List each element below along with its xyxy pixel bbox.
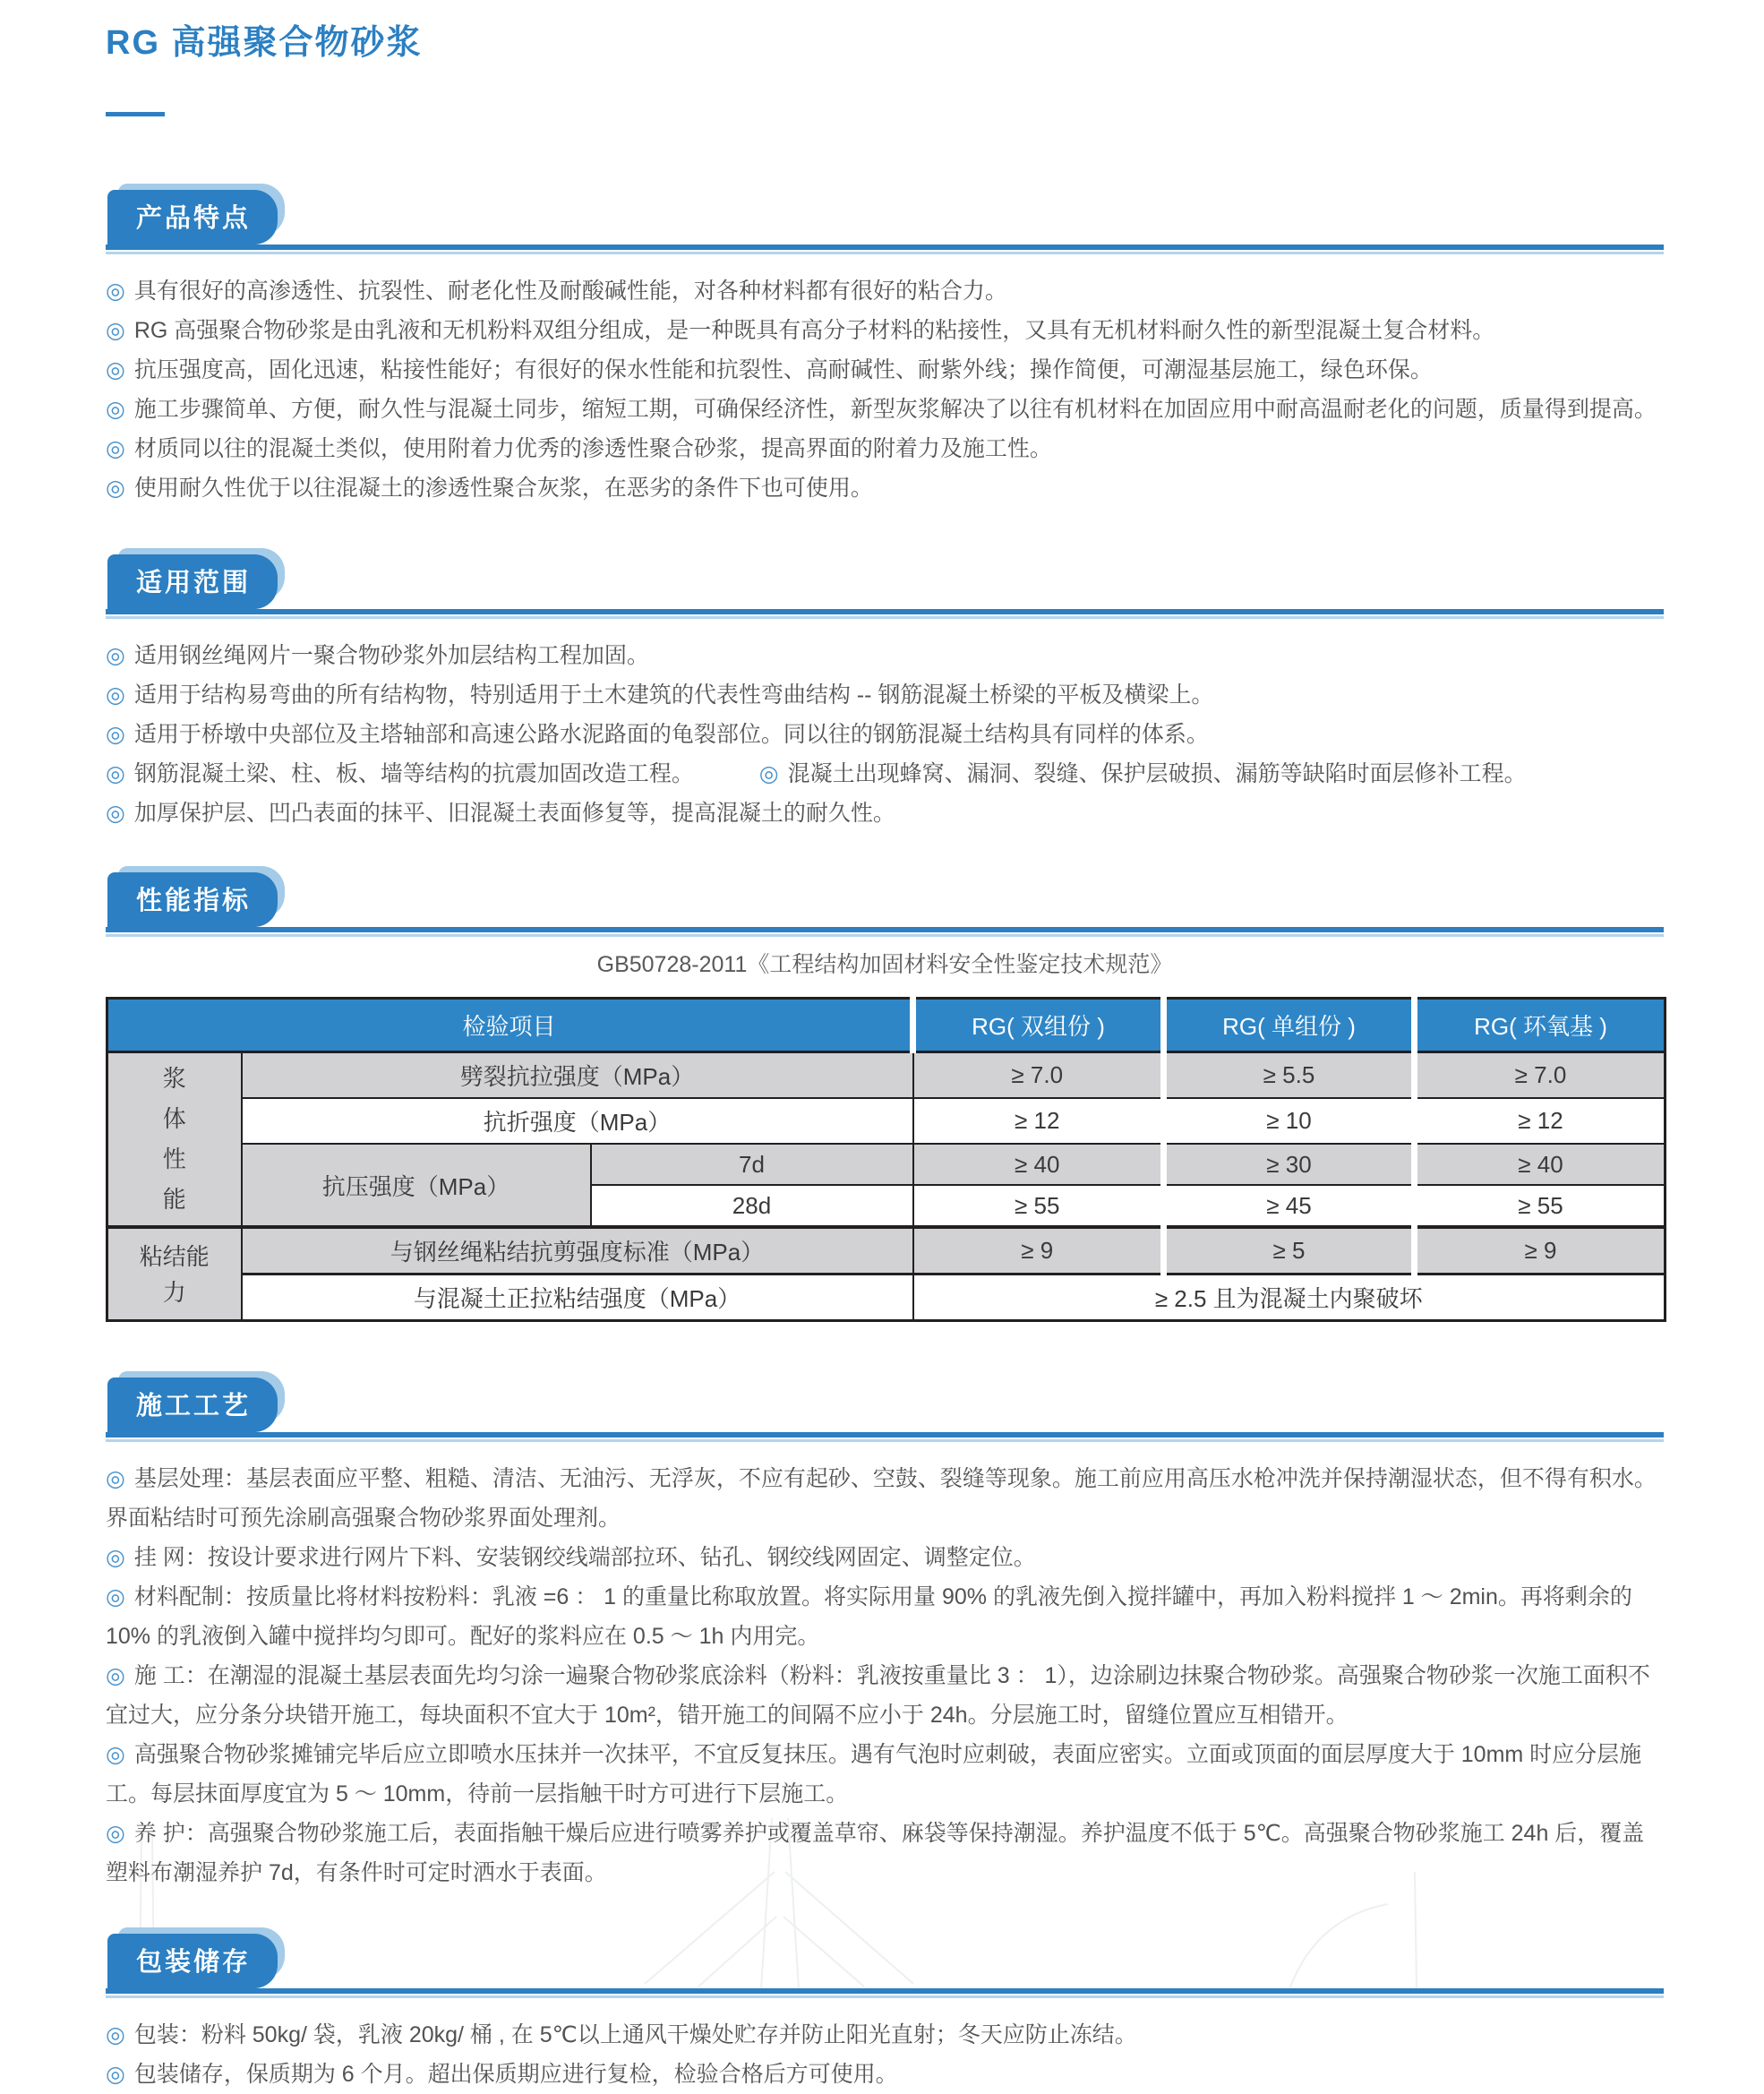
- cell-value: ≥ 5.5: [1164, 1052, 1415, 1099]
- list-item: [106, 715, 1664, 754]
- cell-age-7d: 7d: [591, 1144, 913, 1185]
- bullet-icon: ◎: [106, 801, 125, 826]
- table-row: [107, 1227, 1666, 1274]
- bullet-icon: ◎: [106, 722, 125, 747]
- cell-value: ≥ 9: [913, 1227, 1164, 1274]
- table-row: [107, 1274, 1666, 1321]
- cell-value: ≥ 10: [1164, 1098, 1415, 1144]
- cell-value: ≥ 55: [1415, 1185, 1666, 1227]
- list-item: [106, 1656, 1664, 1735]
- section-header-scope: [106, 545, 1664, 614]
- cell-value: ≥ 40: [1415, 1144, 1666, 1185]
- table-row: [107, 1144, 1666, 1185]
- list-item: [106, 675, 1664, 715]
- cell-value: ≥ 9: [1415, 1227, 1666, 1274]
- col-header-rg-single: RG( 单组份 ): [1164, 999, 1415, 1052]
- section-header-performance: [106, 863, 1664, 932]
- bullet-icon: ◎: [106, 1742, 125, 1767]
- list-item-text: 适用钢丝绳网片一聚合物砂浆外加层结构工程加固。: [133, 643, 649, 668]
- list-item-text: 抗压强度高，固化迅速，粘接性能好；有很好的保水性能和抗裂性、高耐碱性、耐紫外线；操作简便，可潮湿基层施工，绿色环保。: [133, 357, 1433, 382]
- list-item: [106, 794, 1664, 833]
- list-item: [106, 1538, 1664, 1577]
- bullet-icon: ◎: [106, 761, 125, 786]
- cell-value: ≥ 30: [1164, 1144, 1415, 1185]
- list-item-text: 混凝土出现蜂窝、漏洞、裂缝、保护层破损、漏筋等缺陷时面层修补工程。: [787, 761, 1527, 786]
- section-header-packaging: [106, 1925, 1664, 1994]
- bullet-icon: ◎: [106, 1821, 125, 1846]
- table-caption: GB50728-2011《工程结构加固材料安全性鉴定技术规范》: [596, 952, 1173, 977]
- list-item: [106, 271, 1664, 311]
- construction-badge: [107, 1377, 278, 1432]
- list-item-text: 具有很好的高渗透性、抗裂性、耐老化性及耐酸碱性能，对各种材料都有很好的粘合力。: [133, 279, 1007, 304]
- list-item: [106, 390, 1664, 429]
- cell-value: ≥ 45: [1164, 1185, 1415, 1227]
- list-item-text: 高强聚合物砂浆摊铺完毕后应立即喷水压抹并一次抹平，不宜反复抹压。遇有气泡时应刺破，表面应密实。立面或顶面的面层厚度大于 10mm 时应分层施工。每层抹面厚度宜为 5 ～ 10mm，待前一层指触干时方可进行下层施工。: [106, 1742, 1642, 1807]
- list-item: [106, 2055, 1664, 2094]
- bullet-icon: ◎: [106, 436, 125, 461]
- list-item: [106, 1459, 1664, 1538]
- bullet-icon: ◎: [106, 476, 125, 501]
- cell-value-merged: ≥ 2.5 且为混凝土内聚破坏: [913, 1274, 1666, 1321]
- bullet-icon: ◎: [106, 2062, 125, 2087]
- cell-value: ≥ 12: [913, 1098, 1164, 1144]
- bullet-icon: ◎: [106, 279, 125, 304]
- list-item: [106, 311, 1664, 350]
- title-underline: [106, 112, 165, 116]
- list-item-segment: [106, 761, 694, 786]
- row-label-normal-tensile-bond: 与混凝土正拉粘结强度（MPa）: [242, 1274, 913, 1321]
- list-item-text: RG 高强聚合物砂浆是由乳液和无机粉料双组分组成，是一种既具有高分子材料的粘接性，又具有无机材料耐久性的新型混凝土复合材料。: [133, 318, 1495, 343]
- list-item: [106, 2015, 1664, 2055]
- performance-table: [106, 997, 1666, 1322]
- section-header-construction: [106, 1369, 1664, 1437]
- table-header-row: [107, 999, 1666, 1052]
- row-group-bonding-ability: 粘结能 力: [107, 1227, 242, 1321]
- list-item-text: 适用于结构易弯曲的所有结构物，特别适用于土木建筑的代表性弯曲结构 -- 钢筋混凝土桥梁的平板及横梁上。: [133, 682, 1214, 708]
- construction-heading: 施工工艺: [107, 1377, 278, 1432]
- page-title: RG 高强聚合物砂浆: [106, 24, 423, 62]
- row-label-flexural: 抗折强度（MPa）: [242, 1098, 913, 1144]
- bullet-icon: ◎: [106, 397, 125, 422]
- packaging-list: [106, 2015, 1664, 2094]
- row-group-slurry-performance: 浆 体 性 能: [107, 1052, 242, 1228]
- cell-value: ≥ 5: [1164, 1227, 1415, 1274]
- col-header-test-item: 检验项目: [107, 999, 913, 1052]
- performance-heading: 性能指标: [107, 872, 278, 927]
- cell-value: ≥ 7.0: [1415, 1052, 1666, 1099]
- row-label-split-tensile: 劈裂抗拉强度（MPa）: [242, 1052, 913, 1099]
- section-construction: [106, 1369, 1664, 1892]
- list-item: [106, 468, 1664, 508]
- section-scope: [106, 545, 1664, 833]
- list-item-double: [106, 754, 1664, 794]
- list-item-text: 基层处理：基层表面应平整、粗糙、清洁、无油污、无浮灰，不应有起砂、空鼓、裂缝等现象。施工前应用高压水枪冲洗并保持潮湿状态，但不得有积水。界面粘结时可预先涂刷高强聚合物砂浆界面处理剂。: [106, 1466, 1657, 1531]
- cell-age-28d: 28d: [591, 1185, 913, 1227]
- scope-heading: 适用范围: [107, 554, 278, 609]
- list-item-text: 施 工：在潮湿的混凝土基层表面先均匀涂一遍聚合物砂浆底涂料（粉料：乳液按重量比 3 ： 1），边涂刷边抹聚合物砂浆。高强聚合物砂浆一次施工面积不宜过大，应分条分块错开施工，每块面积不宜大于 10m²，错开施工的间隔不应小于 24h。分层施工时，留缝位置应互相错开。: [106, 1663, 1650, 1728]
- list-item-text: 包装储存，保质期为 6 个月。超出保质期应进行复检，检验合格后方可使用。: [133, 2062, 898, 2087]
- list-item: [106, 1735, 1664, 1814]
- bullet-icon: ◎: [106, 643, 125, 668]
- list-item-text: 挂 网：按设计要求进行网片下料、安装钢绞线端部拉环、钻孔、钢绞线网固定、调整定位。: [133, 1545, 1036, 1570]
- list-item: [106, 350, 1664, 390]
- bullet-icon: ◎: [106, 1663, 125, 1688]
- packaging-heading: 包装储存: [107, 1934, 278, 1988]
- list-item-text: 包装：粉料 50kg/ 袋，乳液 20kg/ 桶 , 在 5℃以上通风干燥处贮存并防止阳光直射；冬天应防止冻结。: [133, 2022, 1137, 2047]
- row-label-compressive: 抗压强度（MPa）: [242, 1144, 591, 1227]
- bullet-icon: ◎: [106, 1545, 125, 1570]
- bullet-icon: ◎: [106, 1466, 125, 1491]
- section-features: [106, 181, 1664, 508]
- bullet-icon: ◎: [106, 682, 125, 708]
- col-header-rg-double: RG( 双组份 ): [913, 999, 1164, 1052]
- row-label-shear-strength: 与钢丝绳粘结抗剪强度标准（MPa）: [242, 1227, 913, 1274]
- page-header: [106, 14, 1664, 116]
- bullet-icon: ◎: [106, 318, 125, 343]
- list-item-text: 材料配制：按质量比将材料按粉料：乳液 =6 ： 1 的重量比称取放置。将实际用量 90% 的乳液先倒入搅拌罐中，再加入粉料搅拌 1 ～ 2min。再将剩余的 10% 的乳液倒入罐中搅拌均匀即可。配好的浆料应在 0.5 ～ 1h 内用完。: [106, 1584, 1632, 1649]
- features-heading: 产品特点: [107, 190, 278, 245]
- table-row: [107, 1098, 1666, 1144]
- scope-list: [106, 636, 1664, 833]
- bullet-icon: ◎: [106, 357, 125, 382]
- cell-value: ≥ 7.0: [913, 1052, 1164, 1099]
- scope-badge: [107, 554, 278, 609]
- features-badge: [107, 190, 278, 245]
- section-header-features: [106, 181, 1664, 250]
- bullet-icon: ◎: [106, 1584, 125, 1609]
- list-item-text: 材质同以往的混凝土类似，使用附着力优秀的渗透性聚合砂浆，提高界面的附着力及施工性。: [133, 436, 1052, 461]
- list-item: [106, 1814, 1664, 1892]
- construction-list: [106, 1459, 1664, 1892]
- performance-badge: [107, 872, 278, 927]
- list-item-text: 养 护：高强聚合物砂浆施工后，表面指触干燥后应进行喷雾养护或覆盖草帘、麻袋等保持潮湿。养护温度不低于 5℃。高强聚合物砂浆施工 24h 后，覆盖塑料布潮湿养护 7d，有条件时可定时洒水于表面。: [106, 1821, 1645, 1885]
- features-list: [106, 271, 1664, 508]
- list-item: [106, 429, 1664, 468]
- list-item-text: 施工步骤简单、方便，耐久性与混凝土同步，缩短工期，可确保经济性，新型灰浆解决了以往有机材料在加固应用中耐高温耐老化的问题，质量得到提高。: [133, 397, 1657, 422]
- bullet-icon: ◎: [106, 2022, 125, 2047]
- packaging-badge: [107, 1934, 278, 1988]
- list-item-text: 加厚保护层、凹凸表面的抹平、旧混凝土表面修复等，提高混凝土的耐久性。: [133, 801, 895, 826]
- list-item-text: 使用耐久性优于以往混凝土的渗透性聚合灰浆，在恶劣的条件下也可使用。: [133, 476, 873, 501]
- list-item-segment: [759, 761, 1527, 786]
- col-header-rg-epoxy: RG( 环氧基 ): [1415, 999, 1666, 1052]
- list-item: [106, 636, 1664, 675]
- section-packaging: [106, 1925, 1664, 2094]
- list-item-text: 适用于桥墩中央部位及主塔轴部和高速公路水泥路面的龟裂部位。同以往的钢筋混凝土结构具有同样的体系。: [133, 722, 1209, 747]
- list-item-text: 钢筋混凝土梁、柱、板、墙等结构的抗震加固改造工程。: [133, 761, 694, 786]
- bullet-icon: ◎: [758, 761, 779, 786]
- list-item: [106, 1577, 1664, 1656]
- cell-value: ≥ 55: [913, 1185, 1164, 1227]
- cell-value: ≥ 12: [1415, 1098, 1666, 1144]
- table-row: [107, 1052, 1666, 1099]
- section-performance: [106, 863, 1664, 1322]
- cell-value: ≥ 40: [913, 1144, 1164, 1185]
